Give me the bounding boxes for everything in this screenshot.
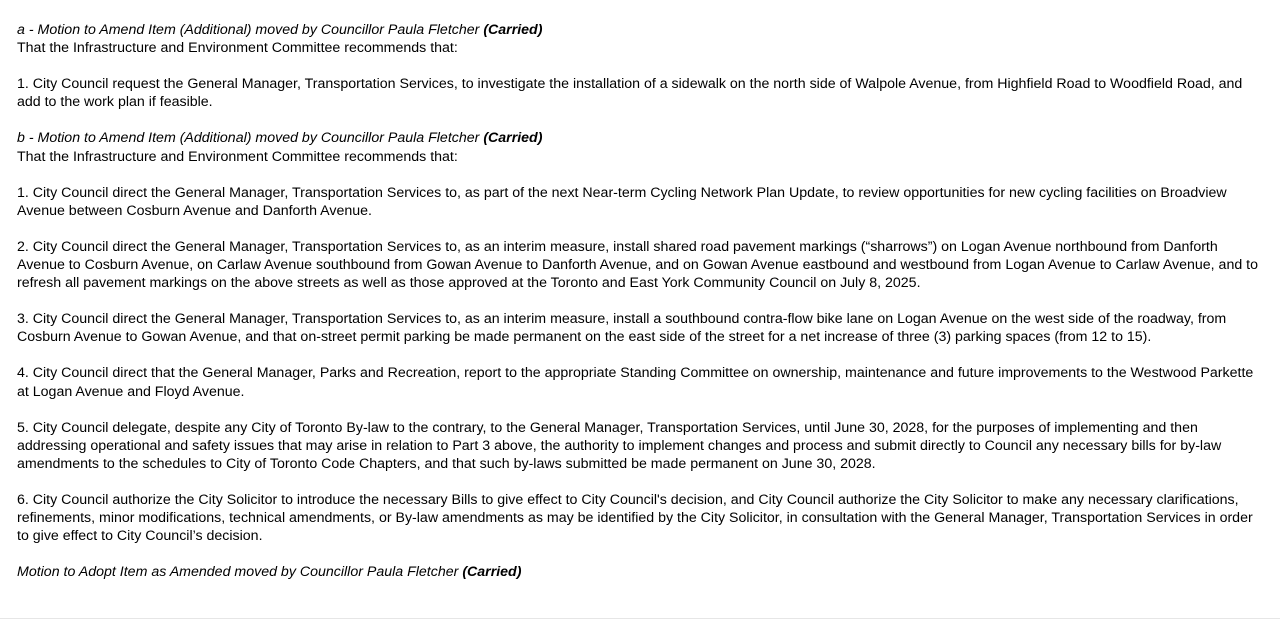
- motion-b-item-6: 6. City Council authorize the City Solicitor to introduce the necessary Bills to give effect to City Council's decision, and City Council authorize the City Solicitor to make any necessary clarifications, refinements, minor modifications, technical amendments, or By-law amendments as may be identified by the City Solicitor, in consultation with the General Manager, Transportation Services in order to give effect to City Council’s decision.: [17, 492, 1253, 545]
- motion-b-item-4: 4. City Council direct that the General Manager, Parks and Recreation, report to the appropriate Standing Committee on ownership, maintenance and future improvements to the Westwood Parkette at Logan Avenue and Floyd Avenue.: [17, 365, 1254, 400]
- motion-a-intro: That the Infrastructure and Environment Committee recommends that:: [17, 40, 458, 57]
- final-motion: [17, 563, 1267, 581]
- motion-b-item-2: 2. City Council direct the General Manager, Transportation Services to, as an interim measure, install shared road pavement markings (“sharrows”) on Logan Avenue northbound from Danforth Avenue to Cosburn Avenue, on Carlaw Avenue southbound from Gowan Avenue to Danforth Avenue, and on Gowan Avenue eastbound and westbound from Logan Avenue to Carlaw Avenue, and to refresh all pavement markings on the above streets as well as those approved at the Toronto and East York Community Council on July 8, 2025.: [17, 238, 1259, 292]
- final-motion-heading: Motion to Adopt Item as Amended moved by Councillor Paula Fletcher: [17, 564, 459, 581]
- motion-b: [17, 129, 1267, 545]
- motion-b-header: [17, 129, 1267, 147]
- motion-a-heading: a - Motion to Amend Item (Additional) moved by Councillor Paula Fletcher: [17, 22, 480, 38]
- motion-b-intro: That the Infrastructure and Environment Committee recommends that:: [17, 148, 458, 165]
- motion-b-item-3: 3. City Council direct the General Manager, Transportation Services to, as an interim measure, install a southbound contra-flow bike lane on Logan Avenue on the west side of the roadway, from Cosburn Avenue to Gowan Avenue, and that on-street permit parking be made permanent on the east side of the street for a net increase of three (3) parking spaces (from 12 to 15).: [17, 311, 1227, 346]
- motion-a: [17, 21, 1267, 112]
- final-motion-status: (Carried): [462, 564, 522, 581]
- motion-b-item-1: 1. City Council direct the General Manager, Transportation Services to, as part of the next Near-term Cycling Network Plan Update, to review opportunities for new cycling facilities on Broadview Avenue between Cosburn Avenue and Danforth Avenue.: [17, 184, 1227, 219]
- motion-a-status: (Carried): [483, 22, 543, 38]
- bottom-divider: [0, 618, 1280, 619]
- motion-a-item-1: 1. City Council request the General Manager, Transportation Services, to investigate the installation of a sidewalk on the north side of Walpole Avenue, from Highfield Road to Woodfield Road, and add to the work plan if feasible.: [17, 76, 1243, 111]
- motion-b-item-5: 5. City Council delegate, despite any City of Toronto By-law to the contrary, to the General Manager, Transportation Services, until June 30, 2028, for the purposes of implementing and then addressing operational and safety issues that may arise in relation to Part 3 above, the authority to implement changes and process and submit directly to Council any necessary bills for by-law amendments to the schedules to City of Toronto Code Chapters, and that such by-laws submitted be made permanent on June 30, 2028.: [17, 419, 1222, 473]
- motion-b-heading: b - Motion to Amend Item (Additional) moved by Councillor Paula Fletcher: [17, 130, 480, 147]
- motion-b-status: (Carried): [483, 130, 543, 147]
- motion-a-header: [17, 21, 1267, 39]
- motions-document: [17, 21, 1267, 582]
